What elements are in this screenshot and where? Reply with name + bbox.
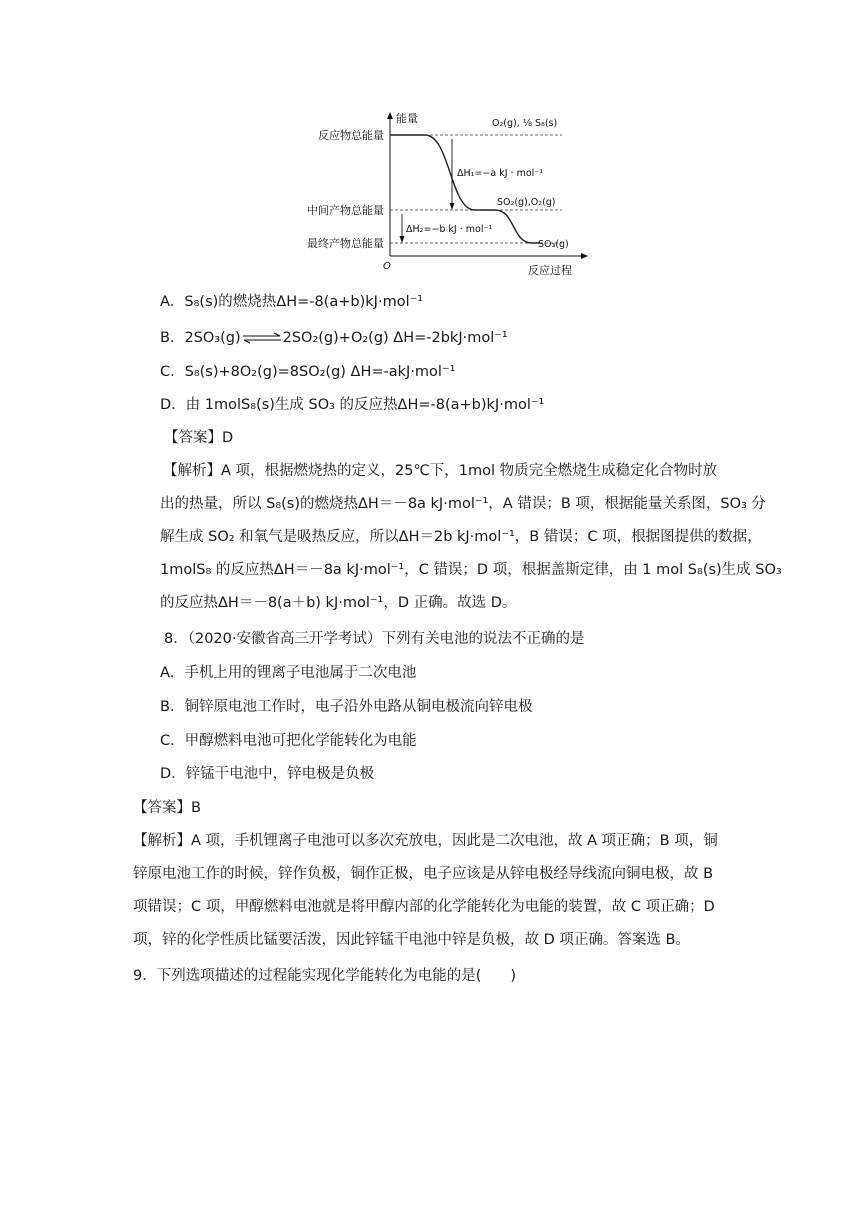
q8-analysis-line: 锌原电池工作的时候，锌作负极，铜作正极，电子应该是从锌电极经导线流向铜电极，故 B (133, 866, 714, 882)
dh2-arrow-head (400, 236, 405, 243)
q8-analysis (133, 825, 733, 957)
q7-option-b-left: B．2SO₃(g) (160, 330, 241, 346)
q7-option-c: C．S₈(s)+8O₂(g)=8SO₂(g) ΔH=-akJ·mol⁻¹ (160, 364, 456, 380)
y-axis-arrow (387, 112, 393, 119)
energy-diagram (300, 108, 600, 278)
q8-option-a: A．手机上用的锂离子电池属于二次电池 (160, 665, 417, 681)
level-label-reactant: 反应物总能量 (318, 129, 384, 142)
q7-option-a: A．S₈(s)的燃烧热ΔH=-8(a+b)kJ·mol⁻¹ (160, 294, 424, 310)
q8-option-d: D．锌锰干电池中，锌电极是负极 (160, 766, 375, 782)
q7-analysis-line: 的反应热ΔH＝－8(a＋b) kJ·mol⁻¹，D 正确。故选 D。 (160, 595, 517, 611)
dh2-label: ΔH₂=−b kJ · mol⁻¹ (406, 224, 493, 235)
q7-analysis-line: 解生成 SO₂ 和氧气是吸热反应，所以ΔH＝2b kJ·mol⁻¹，B 错误；C 项，根据图提供的数据， (160, 529, 762, 545)
q8-analysis-line: 项错误；C 项，甲醇燃料电池就是将甲醇内部的化学能转化为电能的装置，故 C 项正确；D (133, 899, 715, 915)
dh1-arrow-head (450, 203, 455, 210)
dh1-label: ΔH₁=−a kJ · mol⁻¹ (457, 168, 544, 179)
q7-analysis-line: 1molS₈ 的反应热ΔH＝－8a kJ·mol⁻¹，C 错误；D 项，根据盖斯定律，由 1 mol S₈(s)生成 SO₃ (160, 562, 782, 578)
species-reactant: O₂(g), ⅛ S₈(s) (492, 118, 558, 129)
origin-label: O (383, 261, 391, 272)
x-axis-label: 反应过程 (528, 264, 572, 277)
q7-option-b-right: 2SO₂(g)+O₂(g) ΔH=-2bkJ·mol⁻¹ (282, 330, 508, 346)
q9-stem: 9．下列选项描述的过程能实现化学能转化为电能的是( ) (133, 968, 517, 984)
equilibrium-arrow-icon (242, 332, 282, 344)
q8-stem: 8．（2020·安徽省高三开学考试）下列有关电池的说法不正确的是 (164, 631, 585, 647)
q7-option-d: D．由 1molS₈(s)生成 SO₃ 的反应热ΔH=-8(a+b)kJ·mol⁻¹ (160, 397, 545, 413)
q7-option-b (160, 328, 508, 348)
level-label-final: 最终产物总能量 (307, 237, 384, 250)
species-final: SO₃(g) (538, 239, 569, 250)
q7-analysis-line: 【解析】A 项，根据燃烧热的定义，25℃下，1mol 物质完全燃烧生成稳定化合物时放 (163, 463, 718, 479)
q8-analysis-line: 【解析】A 项，手机锂离子电池可以多次充放电，因此是二次电池，故 A 项正确；B 项，铜 (133, 833, 718, 849)
species-intermediate: SO₂(g),O₂(g) (497, 197, 556, 208)
q8-analysis-line: 项，锌的化学性质比锰要活泼，因此锌锰干电池中锌是负极，故 D 项正确。答案选 B。 (133, 932, 690, 948)
y-axis-label: 能量 (396, 112, 418, 125)
q7-analysis (160, 455, 782, 620)
q7-analysis-line: 出的热量，所以 S₈(s)的燃烧热ΔH＝－8a kJ·mol⁻¹，A 错误；B 项，根据能量关系图，SO₃ 分 (160, 496, 766, 512)
q8-option-b: B．铜锌原电池工作时，电子沿外电路从铜电极流向锌电极 (160, 699, 533, 715)
q7-answer: 【答案】D (164, 430, 234, 446)
x-axis-arrow (581, 253, 588, 259)
q8-answer: 【答案】B (133, 800, 201, 816)
level-label-intermediate: 中间产物总能量 (307, 204, 384, 217)
q8-option-c: C．甲醇燃料电池可把化学能转化为电能 (160, 733, 417, 749)
